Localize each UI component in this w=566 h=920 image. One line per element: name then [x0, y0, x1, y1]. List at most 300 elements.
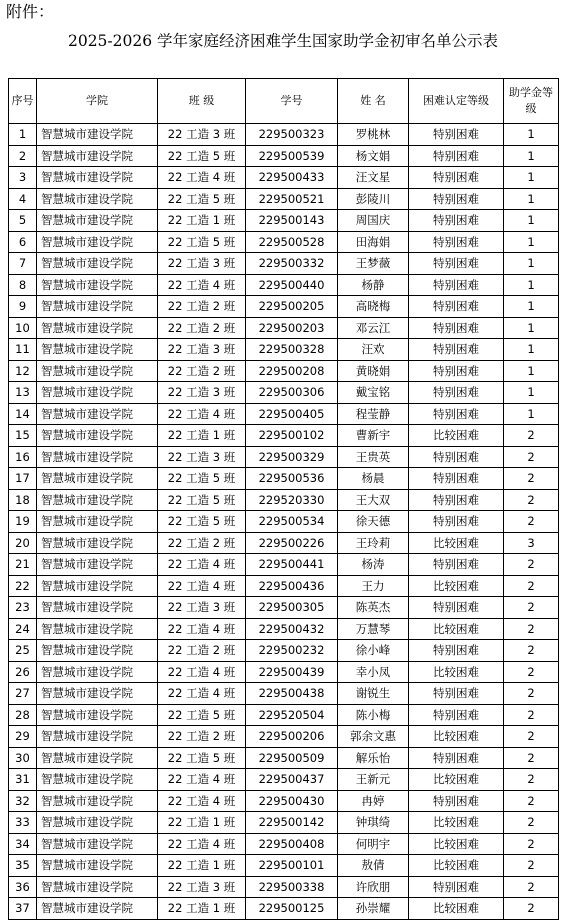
cell-student-id: 229500208	[246, 360, 338, 382]
cell-index: 28	[9, 704, 37, 726]
cell-grant-level: 2	[504, 618, 559, 640]
cell-class: 22 工造 1 班	[158, 855, 246, 877]
table-row	[9, 769, 559, 791]
cell-grant-level: 3	[504, 532, 559, 554]
table-row	[9, 489, 559, 511]
cell-college: 智慧城市建设学院	[37, 618, 158, 640]
cell-class: 22 工造 5 班	[158, 468, 246, 490]
cell-college: 智慧城市建设学院	[37, 360, 158, 382]
column-header-difficulty-level: 困难认定等级	[409, 79, 504, 124]
cell-college: 智慧城市建设学院	[37, 425, 158, 447]
cell-name: 罗桃林	[338, 124, 409, 146]
cell-index: 21	[9, 554, 37, 576]
cell-index: 36	[9, 876, 37, 898]
cell-index: 18	[9, 489, 37, 511]
cell-difficulty-level: 特别困难	[409, 790, 504, 812]
cell-name: 王梦薇	[338, 253, 409, 275]
cell-student-id: 229500232	[246, 640, 338, 662]
cell-student-id: 229500439	[246, 661, 338, 683]
cell-grant-level: 1	[504, 188, 559, 210]
cell-grant-level: 2	[504, 446, 559, 468]
table-row	[9, 339, 559, 361]
cell-difficulty-level: 比较困难	[409, 898, 504, 920]
cell-grant-level: 2	[504, 876, 559, 898]
cell-difficulty-level: 特别困难	[409, 339, 504, 361]
table-row	[9, 317, 559, 339]
table-row	[9, 661, 559, 683]
cell-student-id: 229500430	[246, 790, 338, 812]
cell-college: 智慧城市建设学院	[37, 468, 158, 490]
cell-student-id: 229500102	[246, 425, 338, 447]
cell-class: 22 工造 5 班	[158, 511, 246, 533]
cell-grant-level: 2	[504, 747, 559, 769]
cell-class: 22 工造 2 班	[158, 640, 246, 662]
cell-difficulty-level: 比较困难	[409, 812, 504, 834]
cell-index: 34	[9, 833, 37, 855]
table-row	[9, 403, 559, 425]
cell-class: 22 工造 3 班	[158, 124, 246, 146]
cell-grant-level: 1	[504, 317, 559, 339]
cell-name: 戴宝铭	[338, 382, 409, 404]
column-header-grant-level: 助学金等级	[504, 79, 559, 124]
cell-student-id: 229500534	[246, 511, 338, 533]
cell-difficulty-level: 特别困难	[409, 554, 504, 576]
cell-difficulty-level: 比较困难	[409, 726, 504, 748]
cell-class: 22 工造 4 班	[158, 554, 246, 576]
student-list-table	[8, 78, 559, 920]
table-row	[9, 188, 559, 210]
cell-student-id: 229500203	[246, 317, 338, 339]
cell-class: 22 工造 3 班	[158, 253, 246, 275]
table-row	[9, 790, 559, 812]
cell-college: 智慧城市建设学院	[37, 898, 158, 920]
cell-college: 智慧城市建设学院	[37, 403, 158, 425]
cell-difficulty-level: 比较困难	[409, 575, 504, 597]
cell-grant-level: 2	[504, 683, 559, 705]
cell-difficulty-level: 特别困难	[409, 597, 504, 619]
cell-name: 王贵英	[338, 446, 409, 468]
cell-college: 智慧城市建设学院	[37, 769, 158, 791]
cell-index: 24	[9, 618, 37, 640]
table-row	[9, 575, 559, 597]
cell-difficulty-level: 特别困难	[409, 360, 504, 382]
cell-name: 冉婷	[338, 790, 409, 812]
table-header-row	[9, 79, 559, 124]
table-row	[9, 124, 559, 146]
cell-grant-level: 2	[504, 425, 559, 447]
cell-name: 周国庆	[338, 210, 409, 232]
cell-class: 22 工造 4 班	[158, 769, 246, 791]
cell-name: 陈英杰	[338, 597, 409, 619]
cell-grant-level: 1	[504, 253, 559, 275]
cell-name: 曹新宇	[338, 425, 409, 447]
cell-difficulty-level: 特别困难	[409, 640, 504, 662]
cell-college: 智慧城市建设学院	[37, 575, 158, 597]
cell-name: 汪欢	[338, 339, 409, 361]
cell-difficulty-level: 特别困难	[409, 876, 504, 898]
cell-difficulty-level: 特别困难	[409, 145, 504, 167]
cell-name: 杨静	[338, 274, 409, 296]
cell-name: 谢锐生	[338, 683, 409, 705]
cell-grant-level: 2	[504, 769, 559, 791]
cell-name: 王新元	[338, 769, 409, 791]
cell-student-id: 229500433	[246, 167, 338, 189]
attachment-label: 附件：	[6, 2, 55, 21]
cell-name: 钟琪绮	[338, 812, 409, 834]
cell-student-id: 229500440	[246, 274, 338, 296]
cell-index: 17	[9, 468, 37, 490]
cell-grant-level: 2	[504, 704, 559, 726]
cell-name: 高晓梅	[338, 296, 409, 318]
cell-name: 黄晓娟	[338, 360, 409, 382]
cell-class: 22 工造 2 班	[158, 726, 246, 748]
cell-difficulty-level: 特别困难	[409, 403, 504, 425]
column-header-index: 序号	[9, 79, 37, 124]
cell-college: 智慧城市建设学院	[37, 790, 158, 812]
cell-name: 程莹静	[338, 403, 409, 425]
cell-grant-level: 2	[504, 554, 559, 576]
cell-class: 22 工造 4 班	[158, 790, 246, 812]
table-row	[9, 855, 559, 877]
cell-index: 27	[9, 683, 37, 705]
cell-index: 15	[9, 425, 37, 447]
cell-index: 33	[9, 812, 37, 834]
cell-college: 智慧城市建设学院	[37, 446, 158, 468]
cell-difficulty-level: 特别困难	[409, 253, 504, 275]
cell-student-id: 229500205	[246, 296, 338, 318]
cell-student-id: 229500436	[246, 575, 338, 597]
cell-student-id: 229500521	[246, 188, 338, 210]
cell-index: 35	[9, 855, 37, 877]
cell-name: 孙崇耀	[338, 898, 409, 920]
cell-name: 陈小梅	[338, 704, 409, 726]
cell-student-id: 229500101	[246, 855, 338, 877]
table-body	[9, 124, 559, 920]
cell-name: 许欣朋	[338, 876, 409, 898]
cell-grant-level: 2	[504, 640, 559, 662]
cell-college: 智慧城市建设学院	[37, 382, 158, 404]
cell-index: 14	[9, 403, 37, 425]
cell-name: 何明宇	[338, 833, 409, 855]
cell-student-id: 229500536	[246, 468, 338, 490]
cell-class: 22 工造 2 班	[158, 317, 246, 339]
cell-student-id: 229500306	[246, 382, 338, 404]
cell-grant-level: 1	[504, 360, 559, 382]
cell-grant-level: 1	[504, 339, 559, 361]
cell-college: 智慧城市建设学院	[37, 812, 158, 834]
cell-college: 智慧城市建设学院	[37, 661, 158, 683]
cell-name: 彭陵川	[338, 188, 409, 210]
cell-student-id: 229500432	[246, 618, 338, 640]
cell-college: 智慧城市建设学院	[37, 145, 158, 167]
cell-student-id: 229500305	[246, 597, 338, 619]
cell-name: 万慧琴	[338, 618, 409, 640]
cell-name: 王大双	[338, 489, 409, 511]
cell-index: 22	[9, 575, 37, 597]
cell-class: 22 工造 4 班	[158, 618, 246, 640]
cell-college: 智慧城市建设学院	[37, 704, 158, 726]
cell-class: 22 工造 3 班	[158, 597, 246, 619]
cell-index: 23	[9, 597, 37, 619]
cell-college: 智慧城市建设学院	[37, 339, 158, 361]
table-row	[9, 640, 559, 662]
cell-grant-level: 1	[504, 210, 559, 232]
cell-index: 31	[9, 769, 37, 791]
table-row	[9, 274, 559, 296]
cell-class: 22 工造 4 班	[158, 575, 246, 597]
column-header-name: 姓 名	[338, 79, 409, 124]
cell-class: 22 工造 5 班	[158, 704, 246, 726]
table-row	[9, 683, 559, 705]
table-row	[9, 382, 559, 404]
cell-student-id: 229500125	[246, 898, 338, 920]
cell-student-id: 229500329	[246, 446, 338, 468]
cell-college: 智慧城市建设学院	[37, 489, 158, 511]
cell-class: 22 工造 3 班	[158, 446, 246, 468]
cell-grant-level: 2	[504, 511, 559, 533]
cell-difficulty-level: 比较困难	[409, 833, 504, 855]
table-row	[9, 145, 559, 167]
table-row	[9, 446, 559, 468]
cell-college: 智慧城市建设学院	[37, 210, 158, 232]
cell-college: 智慧城市建设学院	[37, 511, 158, 533]
cell-index: 6	[9, 231, 37, 253]
cell-college: 智慧城市建设学院	[37, 597, 158, 619]
table-row	[9, 597, 559, 619]
cell-student-id: 229500441	[246, 554, 338, 576]
cell-difficulty-level: 特别困难	[409, 489, 504, 511]
cell-name: 邓云江	[338, 317, 409, 339]
cell-class: 22 工造 2 班	[158, 296, 246, 318]
cell-class: 22 工造 5 班	[158, 188, 246, 210]
cell-grant-level: 2	[504, 790, 559, 812]
cell-name: 幸小凤	[338, 661, 409, 683]
column-header-student-id: 学号	[246, 79, 338, 124]
cell-class: 22 工造 5 班	[158, 231, 246, 253]
cell-student-id: 229500328	[246, 339, 338, 361]
cell-class: 22 工造 5 班	[158, 489, 246, 511]
table-row	[9, 468, 559, 490]
cell-class: 22 工造 5 班	[158, 747, 246, 769]
cell-grant-level: 2	[504, 855, 559, 877]
cell-difficulty-level: 特别困难	[409, 704, 504, 726]
column-header-college: 学院	[37, 79, 158, 124]
cell-class: 22 工造 1 班	[158, 210, 246, 232]
table-row	[9, 425, 559, 447]
table-row	[9, 747, 559, 769]
cell-class: 22 工造 5 班	[158, 145, 246, 167]
table-row	[9, 210, 559, 232]
cell-difficulty-level: 特别困难	[409, 231, 504, 253]
cell-class: 22 工造 1 班	[158, 812, 246, 834]
cell-class: 22 工造 2 班	[158, 360, 246, 382]
table-row	[9, 511, 559, 533]
cell-college: 智慧城市建设学院	[37, 855, 158, 877]
cell-difficulty-level: 特别困难	[409, 124, 504, 146]
cell-class: 22 工造 4 班	[158, 167, 246, 189]
cell-student-id: 229500143	[246, 210, 338, 232]
cell-college: 智慧城市建设学院	[37, 274, 158, 296]
cell-student-id: 229500142	[246, 812, 338, 834]
cell-college: 智慧城市建设学院	[37, 188, 158, 210]
cell-grant-level: 2	[504, 468, 559, 490]
cell-college: 智慧城市建设学院	[37, 683, 158, 705]
cell-index: 20	[9, 532, 37, 554]
table-row	[9, 704, 559, 726]
cell-class: 22 工造 4 班	[158, 274, 246, 296]
cell-college: 智慧城市建设学院	[37, 640, 158, 662]
cell-student-id: 229500437	[246, 769, 338, 791]
cell-class: 22 工造 1 班	[158, 898, 246, 920]
cell-grant-level: 2	[504, 661, 559, 683]
cell-class: 22 工造 1 班	[158, 425, 246, 447]
cell-index: 7	[9, 253, 37, 275]
cell-grant-level: 2	[504, 833, 559, 855]
cell-grant-level: 1	[504, 403, 559, 425]
cell-index: 16	[9, 446, 37, 468]
cell-name: 解乐怡	[338, 747, 409, 769]
cell-index: 8	[9, 274, 37, 296]
cell-class: 22 工造 4 班	[158, 833, 246, 855]
cell-difficulty-level: 特别困难	[409, 747, 504, 769]
cell-difficulty-level: 特别困难	[409, 382, 504, 404]
cell-index: 10	[9, 317, 37, 339]
cell-grant-level: 2	[504, 726, 559, 748]
cell-index: 30	[9, 747, 37, 769]
cell-college: 智慧城市建设学院	[37, 167, 158, 189]
cell-name: 杨文娟	[338, 145, 409, 167]
cell-difficulty-level: 特别困难	[409, 210, 504, 232]
cell-college: 智慧城市建设学院	[37, 876, 158, 898]
cell-grant-level: 1	[504, 382, 559, 404]
cell-name: 徐小峰	[338, 640, 409, 662]
cell-index: 19	[9, 511, 37, 533]
cell-student-id: 229500509	[246, 747, 338, 769]
cell-grant-level: 2	[504, 489, 559, 511]
cell-difficulty-level: 比较困难	[409, 661, 504, 683]
cell-student-id: 229500323	[246, 124, 338, 146]
cell-name: 徐天德	[338, 511, 409, 533]
cell-grant-level: 1	[504, 124, 559, 146]
cell-difficulty-level: 特别困难	[409, 274, 504, 296]
cell-index: 37	[9, 898, 37, 920]
cell-index: 9	[9, 296, 37, 318]
table-row	[9, 532, 559, 554]
cell-class: 22 工造 3 班	[158, 382, 246, 404]
cell-name: 杨涛	[338, 554, 409, 576]
cell-class: 22 工造 2 班	[158, 532, 246, 554]
table-row	[9, 812, 559, 834]
cell-student-id: 229520330	[246, 489, 338, 511]
cell-difficulty-level: 比较困难	[409, 532, 504, 554]
column-header-class: 班 级	[158, 79, 246, 124]
cell-index: 11	[9, 339, 37, 361]
document-title: 2025-2026 学年家庭经济困难学生国家助学金初审名单公示表	[67, 32, 499, 50]
cell-index: 12	[9, 360, 37, 382]
cell-class: 22 工造 3 班	[158, 876, 246, 898]
table-row	[9, 618, 559, 640]
cell-difficulty-level: 比较困难	[409, 425, 504, 447]
cell-class: 22 工造 4 班	[158, 661, 246, 683]
cell-student-id: 229500206	[246, 726, 338, 748]
cell-college: 智慧城市建设学院	[37, 532, 158, 554]
cell-college: 智慧城市建设学院	[37, 726, 158, 748]
cell-difficulty-level: 特别困难	[409, 446, 504, 468]
cell-name: 王力	[338, 575, 409, 597]
cell-name: 敖倩	[338, 855, 409, 877]
cell-college: 智慧城市建设学院	[37, 231, 158, 253]
table-row	[9, 231, 559, 253]
cell-index: 25	[9, 640, 37, 662]
cell-grant-level: 2	[504, 812, 559, 834]
cell-student-id: 229500226	[246, 532, 338, 554]
cell-student-id: 229500408	[246, 833, 338, 855]
cell-difficulty-level: 特别困难	[409, 511, 504, 533]
cell-index: 32	[9, 790, 37, 812]
cell-college: 智慧城市建设学院	[37, 317, 158, 339]
cell-difficulty-level: 比较困难	[409, 618, 504, 640]
table-row	[9, 167, 559, 189]
table-row	[9, 876, 559, 898]
cell-college: 智慧城市建设学院	[37, 253, 158, 275]
cell-student-id: 229500405	[246, 403, 338, 425]
cell-grant-level: 1	[504, 296, 559, 318]
cell-index: 13	[9, 382, 37, 404]
cell-name: 田海娟	[338, 231, 409, 253]
cell-grant-level: 1	[504, 167, 559, 189]
cell-student-id: 229500528	[246, 231, 338, 253]
table-row	[9, 726, 559, 748]
cell-index: 3	[9, 167, 37, 189]
table-row	[9, 554, 559, 576]
cell-difficulty-level: 特别困难	[409, 188, 504, 210]
cell-index: 29	[9, 726, 37, 748]
cell-index: 2	[9, 145, 37, 167]
cell-student-id: 229520504	[246, 704, 338, 726]
cell-index: 4	[9, 188, 37, 210]
cell-name: 郭余文惠	[338, 726, 409, 748]
cell-student-id: 229500539	[246, 145, 338, 167]
cell-difficulty-level: 特别困难	[409, 317, 504, 339]
cell-difficulty-level: 比较困难	[409, 769, 504, 791]
cell-index: 26	[9, 661, 37, 683]
cell-grant-level: 1	[504, 231, 559, 253]
cell-grant-level: 1	[504, 145, 559, 167]
cell-difficulty-level: 比较困难	[409, 855, 504, 877]
cell-grant-level: 2	[504, 575, 559, 597]
cell-college: 智慧城市建设学院	[37, 554, 158, 576]
cell-grant-level: 1	[504, 274, 559, 296]
cell-college: 智慧城市建设学院	[37, 124, 158, 146]
cell-student-id: 229500338	[246, 876, 338, 898]
cell-name: 汪文星	[338, 167, 409, 189]
cell-index: 1	[9, 124, 37, 146]
table-row	[9, 360, 559, 382]
cell-class: 22 工造 4 班	[158, 683, 246, 705]
cell-index: 5	[9, 210, 37, 232]
cell-difficulty-level: 特别困难	[409, 683, 504, 705]
cell-difficulty-level: 特别困难	[409, 167, 504, 189]
cell-class: 22 工造 4 班	[158, 403, 246, 425]
cell-college: 智慧城市建设学院	[37, 747, 158, 769]
table-row	[9, 253, 559, 275]
cell-college: 智慧城市建设学院	[37, 833, 158, 855]
cell-difficulty-level: 特别困难	[409, 296, 504, 318]
cell-name: 王玲莉	[338, 532, 409, 554]
cell-name: 杨晨	[338, 468, 409, 490]
cell-difficulty-level: 特别困难	[409, 468, 504, 490]
cell-grant-level: 2	[504, 597, 559, 619]
